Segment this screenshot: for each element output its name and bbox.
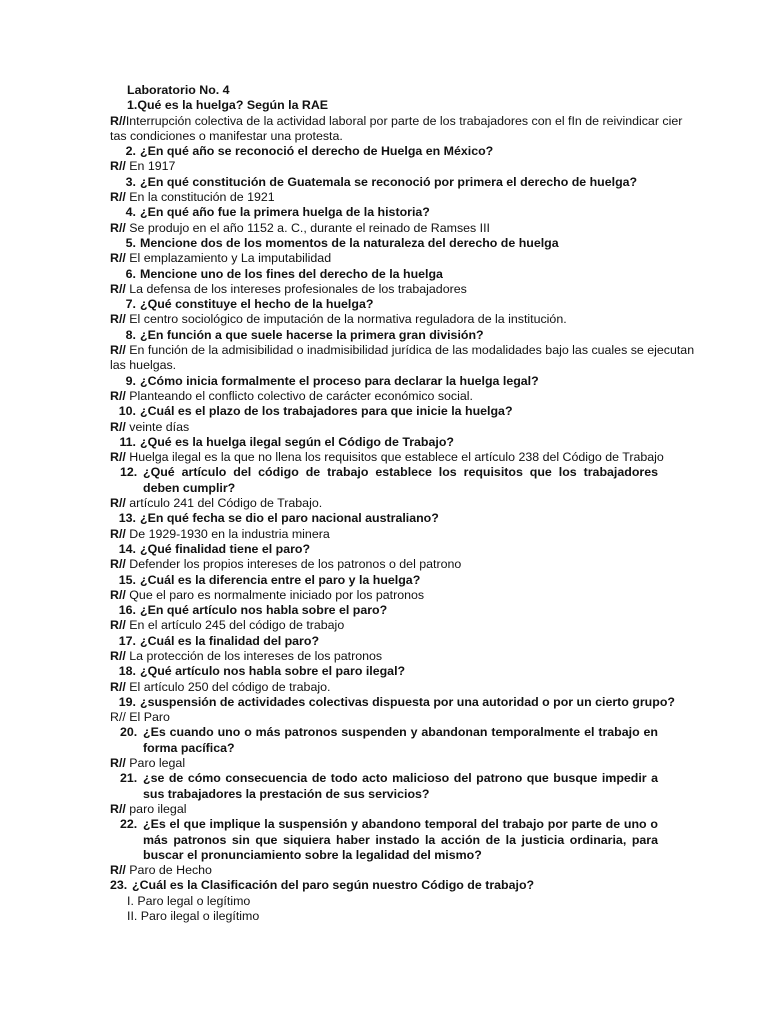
question-18: 18. ¿Qué artículo nos habla sobre el paro ilegal?: [118, 664, 406, 679]
question-5: 5. Mencione dos de los momentos de la naturaleza del derecho de huelga: [125, 235, 559, 250]
answer-6: R// La defensa de los intereses profesionales de los trabajadores: [110, 281, 467, 296]
question-3: 3. ¿En qué constitución de Guatemala se reconoció por primera el derecho de huelga?: [125, 174, 638, 189]
answer-20: R// Paro legal: [110, 756, 186, 771]
question-4: 4. ¿En qué año fue la primera huelga de la historia?: [125, 205, 430, 220]
question-14: 14. ¿Qué finalidad tiene el paro?: [118, 541, 311, 556]
answer-10: R// veinte días: [110, 419, 190, 434]
question-23: 23. ¿Cuál es la Clasificación del paro según nuestro Código de trabajo?: [110, 878, 535, 893]
answer-13: R// De 1929-1930 en la industria minera: [110, 526, 330, 541]
question-16: 16. ¿En qué artículo nos habla sobre el paro?: [118, 603, 388, 618]
answer-5: R// El emplazamiento y La imputabilidad: [110, 251, 332, 266]
question-20: 20. ¿Es cuando uno o más patronos suspenden y abandonan temporalmente el trabajo en forma pacífica?: [120, 725, 658, 755]
question-19: 19. ¿suspensión de actividades colectivas dispuesta por una autoridad o por un cierto grupo?: [118, 694, 675, 709]
question-8: 8. ¿En función a que suele hacerse la primera gran división?: [125, 327, 484, 342]
document-body: [110, 83, 695, 924]
answer-1-cont: tas condiciones o manifestar una protesta.: [110, 128, 343, 143]
answer-22: R// Paro de Hecho: [110, 863, 212, 878]
question-21: 21. ¿se de cómo consecuencia de todo acto malicioso del patrono que busque impedir a sus trabajadores la prestación de sus servicios?: [120, 771, 658, 801]
answer-19: R// El Paro: [110, 710, 170, 725]
answer-21: R// paro ilegal: [110, 801, 187, 816]
question-9: 9. ¿Cómo inicia formalmente el proceso para declarar la huelga legal?: [125, 373, 539, 388]
question-13: 13. ¿En qué fecha se dio el paro nacional australiano?: [118, 511, 439, 526]
answer-14: R// Defender los propios intereses de los patronos o del patrono: [110, 557, 462, 572]
question-11: 11. ¿Qué es la huelga ilegal según el Código de Trabajo?: [119, 434, 454, 449]
question-15: 15. ¿Cuál es la diferencia entre el paro y la huelga?: [118, 572, 421, 587]
answer-1: R//Interrupción colectiva de la actividad laboral por parte de los trabajadores con el fIn de reivindicar cier: [110, 113, 683, 128]
answer-15: R// Que el paro es normalmente iniciado por los patronos: [110, 587, 425, 602]
answer-2: R// En 1917: [110, 159, 176, 174]
answer-17: R// La protección de los intereses de los patronos: [110, 648, 383, 663]
answer-12: R// artículo 241 del Código de Trabajo.: [110, 496, 323, 511]
question-6: 6. Mencione uno de los fines del derecho de la huelga: [125, 266, 443, 281]
question-10: 10. ¿Cuál es el plazo de los trabajadores para que inicie la huelga?: [118, 404, 513, 419]
answer-8: R// En función de la admisibilidad o inadmisibilidad jurídica de las modalidades bajo las cuales se ejecutan: [110, 343, 695, 358]
answer-11: R// Huelga ilegal es la que no llena los requisitos que establece el artículo 238 del Código de Trabajo: [110, 450, 664, 465]
answer-9: R// Planteando el conflicto colectivo de carácter económico social.: [110, 388, 473, 403]
answer-4: R// Se produjo en el año 1152 a. C., durante el reinado de Ramses III: [110, 220, 490, 235]
answer-8-cont: las huelgas.: [110, 358, 177, 373]
answer-7: R// El centro sociológico de imputación de la normativa reguladora de la institución.: [110, 312, 567, 327]
question-1: 1.Qué es la huelga? Según la RAE: [127, 98, 329, 113]
page-title: Laboratorio No. 4: [127, 83, 230, 97]
question-2: 2. ¿En qué año se reconoció el derecho de Huelga en México?: [125, 144, 494, 159]
question-7: 7. ¿Qué constituye el hecho de la huelga?: [125, 297, 374, 312]
answer-23-item-1: I. Paro legal o legítimo: [127, 893, 251, 908]
answer-18: R// El artículo 250 del código de trabajo.: [110, 679, 331, 694]
answer-16: R// En el artículo 245 del código de trabajo: [110, 618, 345, 633]
answer-23-item-2: II. Paro ilegal o ilegítimo: [127, 909, 260, 924]
question-17: 17. ¿Cuál es la finalidad del paro?: [118, 633, 320, 648]
answer-3: R// En la constitución de 1921: [110, 190, 275, 205]
question-12: 12. ¿Qué artículo del código de trabajo establece los requisitos que los trabajadores deben cumplir?: [120, 465, 658, 495]
question-22: 22. ¿Es el que implique la suspensión y abandono temporal del trabajo por parte de uno o más patronos sin que siquiera haber instado la acción de la justicia ordinaria, para buscar el pronunciamiento sobre la legalidad del mismo?: [120, 817, 658, 862]
